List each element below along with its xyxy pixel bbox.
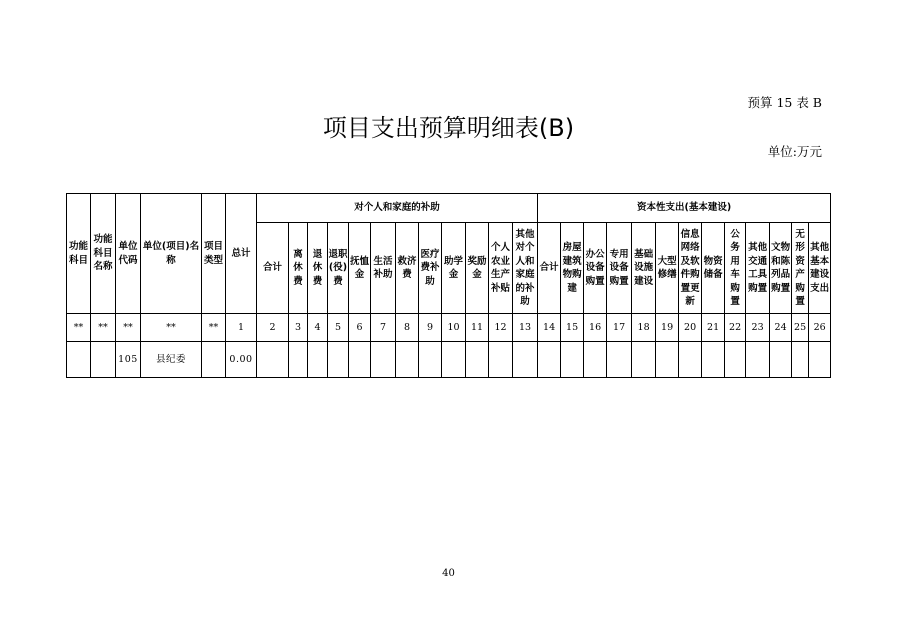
table-cell <box>679 342 702 378</box>
column-header: 退 休 费 <box>308 223 328 314</box>
table-cell <box>656 342 679 378</box>
table-cell <box>67 342 91 378</box>
table-cell <box>91 342 116 378</box>
column-code-cell: ** <box>141 314 202 342</box>
column-header: 救济 费 <box>396 223 419 314</box>
table-cell <box>466 342 489 378</box>
table-cell: 0.00 <box>226 342 257 378</box>
column-code-row <box>67 314 831 342</box>
column-code-cell: 13 <box>513 314 538 342</box>
table-cell <box>349 342 371 378</box>
column-code-cell: 20 <box>679 314 702 342</box>
column-header: 专用 设备 购置 <box>607 223 632 314</box>
page-number: 40 <box>442 568 455 579</box>
table-cell <box>561 342 584 378</box>
column-header: 功能 科目 <box>67 194 91 314</box>
table-cell: 105 <box>116 342 141 378</box>
table-cell <box>371 342 396 378</box>
column-header: 基础 设施 建设 <box>632 223 656 314</box>
table-cell <box>202 342 226 378</box>
column-code-cell: 17 <box>607 314 632 342</box>
table-cell <box>489 342 513 378</box>
table-row <box>67 342 831 378</box>
column-header: 大型 修缮 <box>656 223 679 314</box>
column-header: 退职 (役) 费 <box>328 223 349 314</box>
column-header: 离 休 费 <box>289 223 308 314</box>
group-header: 对个人和家庭的补助 <box>257 194 538 223</box>
column-header: 公 务 用 车 购 置 <box>725 223 746 314</box>
table-cell <box>702 342 725 378</box>
column-header: 医疗 费补 助 <box>419 223 442 314</box>
column-header: 单位(项目)名 称 <box>141 194 202 314</box>
column-code-cell: 16 <box>584 314 607 342</box>
group-header: 资本性支出(基本建设) <box>538 194 831 223</box>
column-code-cell: 11 <box>466 314 489 342</box>
table-cell <box>328 342 349 378</box>
table-cell: 县纪委 <box>141 342 202 378</box>
column-header: 总计 <box>226 194 257 314</box>
column-code-cell: 18 <box>632 314 656 342</box>
column-header: 无 形 资 产 购 置 <box>792 223 809 314</box>
column-header: 生活 补助 <box>371 223 396 314</box>
column-code-cell: 1 <box>226 314 257 342</box>
table-cell <box>396 342 419 378</box>
column-code-cell: 23 <box>746 314 770 342</box>
column-header: 个人 农业 生产 补贴 <box>489 223 513 314</box>
column-code-cell: 4 <box>308 314 328 342</box>
budget-table <box>66 193 831 378</box>
column-code-cell: 22 <box>725 314 746 342</box>
table-cell <box>584 342 607 378</box>
table-cell <box>607 342 632 378</box>
column-code-cell: ** <box>116 314 141 342</box>
table-cell <box>792 342 809 378</box>
column-header: 信息 网络 及软 件购 置更 新 <box>679 223 702 314</box>
column-header: 功能 科目 名称 <box>91 194 116 314</box>
column-code-cell: ** <box>67 314 91 342</box>
column-code-cell: 26 <box>809 314 831 342</box>
unit-label: 单位:万元 <box>767 144 822 159</box>
table-cell <box>538 342 561 378</box>
column-code-cell: ** <box>202 314 226 342</box>
column-code-cell: ** <box>91 314 116 342</box>
column-code-cell: 12 <box>489 314 513 342</box>
column-header: 助学 金 <box>442 223 466 314</box>
header-row-groups <box>67 194 831 223</box>
column-code-cell: 3 <box>289 314 308 342</box>
column-header: 其他 对个 人和 家庭 的补 助 <box>513 223 538 314</box>
column-code-cell: 5 <box>328 314 349 342</box>
column-code-cell: 19 <box>656 314 679 342</box>
table-cell <box>308 342 328 378</box>
column-header: 物资 储备 <box>702 223 725 314</box>
column-header: 文物 和陈 列品 购置 <box>770 223 792 314</box>
column-code-cell: 25 <box>792 314 809 342</box>
column-header: 抚恤 金 <box>349 223 371 314</box>
column-code-cell: 24 <box>770 314 792 342</box>
column-header: 房屋 建筑 物购 建 <box>561 223 584 314</box>
column-code-cell: 6 <box>349 314 371 342</box>
table-cell <box>257 342 289 378</box>
column-header: 其他 基本 建设 支出 <box>809 223 831 314</box>
table-cell <box>419 342 442 378</box>
column-code-cell: 14 <box>538 314 561 342</box>
column-code-cell: 9 <box>419 314 442 342</box>
table-cell <box>809 342 831 378</box>
table-cell <box>725 342 746 378</box>
column-code-cell: 21 <box>702 314 725 342</box>
column-code-cell: 10 <box>442 314 466 342</box>
table-cell <box>289 342 308 378</box>
column-code-cell: 8 <box>396 314 419 342</box>
column-header: 合计 <box>538 223 561 314</box>
column-header: 奖励 金 <box>466 223 489 314</box>
table-number-label: 预算 15 表 B <box>747 95 822 110</box>
column-code-cell: 7 <box>371 314 396 342</box>
table-cell <box>746 342 770 378</box>
table-cell <box>513 342 538 378</box>
table-cell <box>442 342 466 378</box>
column-code-cell: 15 <box>561 314 584 342</box>
table-cell <box>770 342 792 378</box>
column-header: 合计 <box>257 223 289 314</box>
column-header: 办公 设备 购置 <box>584 223 607 314</box>
table-cell <box>632 342 656 378</box>
column-header: 项目 类型 <box>202 194 226 314</box>
column-header: 单位 代码 <box>116 194 141 314</box>
column-header: 其他 交通 工具 购置 <box>746 223 770 314</box>
page-title: 项目支出预算明细表(B) <box>322 114 575 142</box>
column-code-cell: 2 <box>257 314 289 342</box>
